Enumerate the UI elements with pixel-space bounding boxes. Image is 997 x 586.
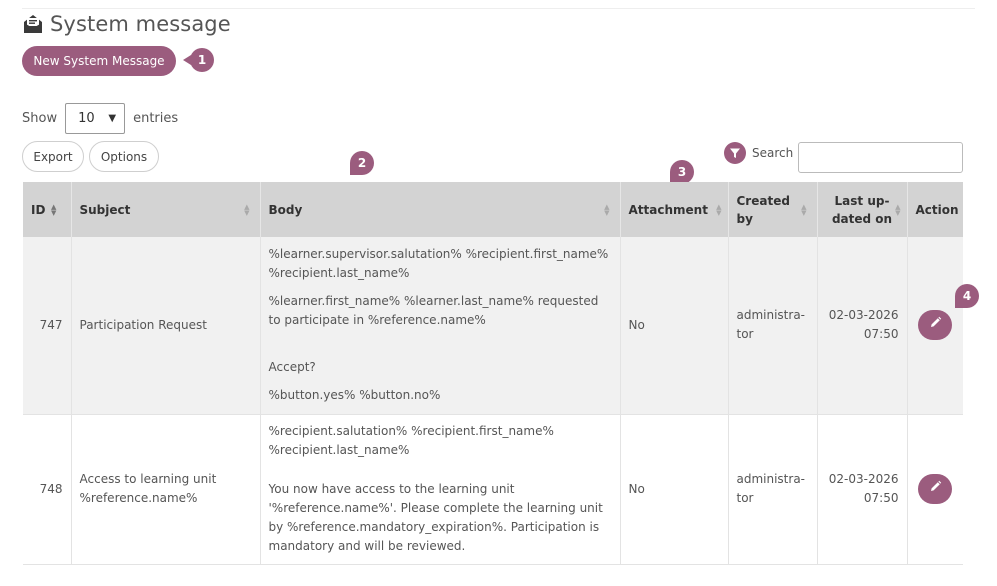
cell-body [260, 414, 620, 564]
body-line: Accept? [268, 360, 316, 375]
cell-created-by: administra-tor [728, 237, 817, 414]
chevron-down-icon: ▼ [108, 113, 117, 124]
cell-last-updated: 02-03-2026 07:50 [817, 237, 907, 414]
cell-subject: Participation Request [71, 237, 260, 414]
sort-icon: ▲ ▼ [604, 202, 610, 217]
cell-created-by: administra-tor [728, 414, 817, 564]
pencil-icon [929, 316, 942, 335]
header-action-label: Action [915, 202, 959, 217]
edit-button[interactable] [918, 310, 952, 340]
column-header-last-updated[interactable] [817, 182, 907, 237]
envelope-open-icon [22, 13, 44, 35]
system-message-table [23, 182, 963, 565]
sort-icon: ▲ ▼ [801, 202, 807, 217]
filter-icon[interactable] [724, 142, 746, 164]
entries-label: entries [133, 111, 179, 126]
body-line: You now have access to the learning unit '%reference.name%'. Please complete the learning unit by %reference.mandatory_expiration%. Participation is mandatory and will be reviewed. [268, 482, 603, 553]
entries-select-value: 10 [78, 111, 95, 126]
column-header-action [907, 182, 963, 237]
export-button[interactable]: Export [22, 141, 84, 172]
sort-icon: ▲ ▼ [716, 202, 722, 217]
table-row [23, 237, 963, 414]
column-header-subject[interactable] [71, 182, 260, 237]
cell-attachment: No [620, 237, 728, 414]
page-length-control [22, 103, 178, 134]
header-created-by-label: Created by [736, 193, 790, 226]
pencil-icon [929, 480, 942, 499]
show-label: Show [22, 111, 58, 126]
page-header [22, 12, 231, 36]
step-marker-1: 1 [190, 48, 214, 72]
body-line: %learner.supervisor.salutation% %recipient.first_name% %recipient.last_name% [268, 247, 609, 281]
entries-select[interactable] [65, 103, 125, 134]
header-last-updated-label: Last up-dated on [831, 193, 893, 226]
cell-action [907, 237, 963, 414]
column-header-body[interactable] [260, 182, 620, 237]
body-line: %button.yes% %button.no% [268, 388, 441, 403]
step-marker-3: 3 [670, 160, 694, 184]
top-divider [22, 8, 975, 9]
search-area [724, 142, 793, 164]
cell-id: 747 [23, 237, 71, 414]
header-body-label: Body [268, 202, 303, 217]
options-button[interactable]: Options [89, 141, 159, 172]
cell-subject: Access to learning unit %reference.name% [71, 414, 260, 564]
sort-icon: ▲ ▼ [51, 202, 57, 217]
body-line: %recipient.salutation% %recipient.first_name% %recipient.last_name% [268, 424, 554, 457]
step-marker-2: 2 [350, 151, 374, 175]
new-system-message-button[interactable]: New System Message [22, 46, 176, 76]
cell-action [907, 414, 963, 564]
search-input[interactable] [798, 142, 963, 173]
column-header-created-by[interactable] [728, 182, 817, 237]
body-line: %learner.first_name% %learner.last_name% requested to participate in %reference.name% [268, 294, 599, 328]
column-header-attachment[interactable] [620, 182, 728, 237]
step-marker-4: 4 [955, 284, 979, 308]
header-subject-label: Subject [79, 202, 131, 217]
sort-icon: ▲ ▼ [895, 202, 901, 217]
search-label: Search [752, 146, 794, 160]
table-row [23, 414, 963, 564]
column-header-id[interactable] [23, 182, 71, 237]
header-attachment-label: Attachment [628, 202, 708, 217]
cell-last-updated: 02-03-2026 07:50 [817, 414, 907, 564]
cell-body [260, 237, 620, 414]
table-header-row [23, 182, 963, 237]
edit-button[interactable] [918, 474, 952, 504]
page-title: System message [50, 12, 231, 36]
header-id-label: ID [31, 202, 46, 217]
cell-id: 748 [23, 414, 71, 564]
cell-attachment: No [620, 414, 728, 564]
sort-icon: ▲ ▼ [244, 202, 250, 217]
